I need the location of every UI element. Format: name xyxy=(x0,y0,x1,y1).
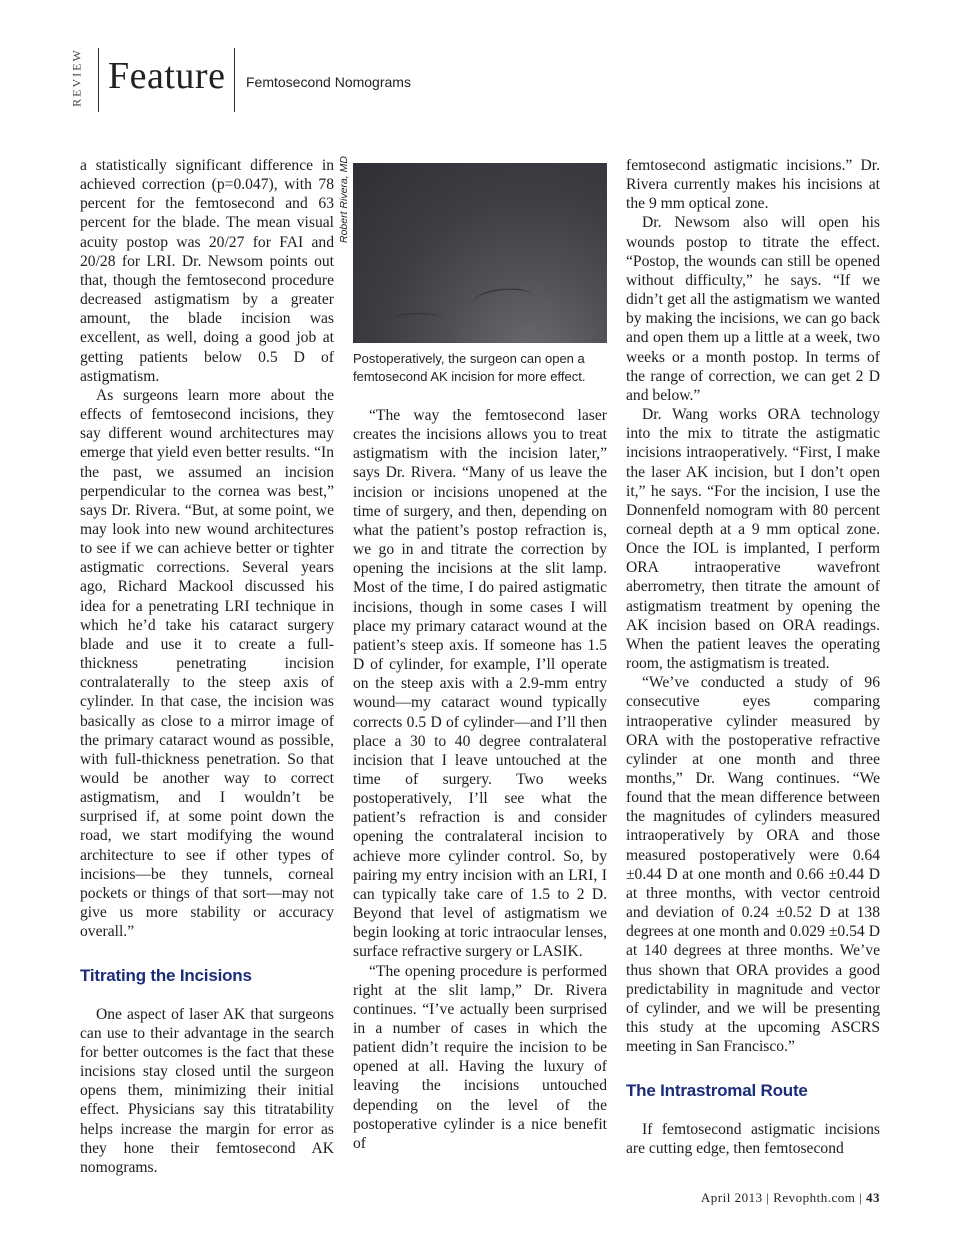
photo-detail xyxy=(393,313,443,326)
paragraph: If femtosecond astigmatic incisions are cutting edge, then femtosecond xyxy=(626,1120,880,1157)
paragraph: a statistically significant difference in achieved correction (p=0.047), with 78 percent for the femtosecond and 63 percent for the blade. The mean visual acuity postop was 20/27 for FAI and 20/28 for LRI. Dr. Newsom points out that, though the femtosecond procedure decreased astigmatism by a greater amount, the blade incision was excellent, as well, doing a good job at getting patients below 0.5 D of astigmatism. xyxy=(80,157,334,385)
eye-photo xyxy=(353,163,607,343)
subheading: Titrating the Incisions xyxy=(80,966,252,986)
paragraph: “The opening procedure is performed right at the slit lamp,” Dr. Rivera continues. “I’ve actually been surprised in a number of cases in which the patient didn’t require the incision to be opened at all. Having the luxury of leaving the incisions untouched depending on the level of the postoperative cylinder is a nice benefit of xyxy=(353,962,607,1152)
website: Revophth.com xyxy=(773,1190,856,1205)
footer-divider: | xyxy=(766,1190,774,1205)
photo-credit: Robert Rivera, MD xyxy=(338,156,350,243)
column-3 xyxy=(626,156,880,1158)
page-number: 43 xyxy=(866,1190,880,1205)
paragraph: “We’ve conducted a study of 96 consecutive eyes comparing intraoperative cylinder measured by ORA with the postoperative refractive cylinder at one month and three months,” Dr. Wang continues. “We found that the mean difference between the magnitudes of cylinders measured intraoperatively by ORA and those measured postoperatively were 0.64 ±0.44 D at one month and 0.66 ±0.44 D at three months, with vector centroid and deviation of 0.24 ±0.52 D at 138 degrees at one month and 0.029 ±0.54 D at 140 degrees at three months. We’ve thus shown that ORA provides a good predictability in magnitude and vector of cylinder, and we will be presenting this study at the upcoming ASCRS meeting in San Francisco.” xyxy=(626,674,880,1056)
paragraph: As surgeons learn more about the effects of femtosecond incisions, they say different wound architectures may emerge that yield even better results. “In the past, we assumed an incision perpendicular to the cornea was best,” says Dr. Rivera. “But, at some point, we may look into new wound architectures to see if we can achieve better or tighter astigmatic corrections. Several years ago, Richard Mackool discussed his idea for a penetrating LRI technique in which he’d take his cataract surgery blade and use it to create a full-thickness penetrating incision contralaterally to the steep axis of cylinder. In that case, the incision was basically as close to a mirror image of the primary cataract wound as possible, with full-thickness penetration. So that would be another way to correct astigmatism, and I wouldn’t be surprised if, at some point down the road, we start modifying the wound architecture to see if other types of incisions—be they tunnels, corneal pockets or things of that sort—may not give us more stability or accuracy overall.” xyxy=(80,386,334,941)
subheading: The Intrastromal Route xyxy=(626,1081,808,1101)
photo-caption: Postoperatively, the surgeon can open a femtosecond AK incision for more effect. xyxy=(353,351,586,384)
topic-label: Femtosecond Nomograms xyxy=(246,74,411,90)
section-label: Feature xyxy=(108,55,226,97)
issue-date: April 2013 xyxy=(700,1190,763,1205)
paragraph: One aspect of laser AK that surgeons can use to their advantage in the search for better outcomes is the fact that these incisions stay closed until the surgeon opens them, minimizing their initial effect. Physicians say this titratability helps increase the margin for error as they hone their femtosecond AK nomograms. xyxy=(80,1005,334,1176)
column-2 xyxy=(353,406,607,1153)
paragraph: femtosecond astigmatic incisions.” Dr. Rivera currently makes his incisions at the 9 mm optical zone. xyxy=(626,157,880,213)
masthead-divider xyxy=(98,48,99,112)
page-footer xyxy=(701,1190,880,1206)
footer-divider: | xyxy=(859,1190,866,1205)
photo-detail xyxy=(472,286,534,313)
masthead xyxy=(69,46,478,116)
paragraph: “The way the femtosecond laser creates the incisions allows you to treat astigmatism with the incision later,” says Dr. Rivera. “Many of us leave the incision or incisions unopened at the time of surgery, and then, depending on what the patient’s postop refraction is, we go in and titrate the correction by opening the incisions at the slit lamp. Most of the time, I do paired astigmatic incisions, though in some cases I will place my primary cataract wound at the patient’s steep axis. If someone has 1.5 D of cylinder, for example, I’ll operate on the steep axis with a 2.9-mm entry wound—my cataract wound typically corrects 0.5 D of cylinder—and I’ll then place a 30 to 40 degree contralateral incision that I leave untouched at the time of surgery. Two weeks postoperatively, I’ll see what the patient’s refraction is and consider opening the contralateral incision to achieve more cylinder control. So, by pairing my entry incision with an LRI, I can typically take care of 1.5 to 2 D. Beyond that level of astigmatism we begin looking at toric intraocular lenses, surface refractive surgery or LASIK. xyxy=(353,407,607,961)
column-1 xyxy=(80,156,334,1177)
paragraph: Dr. Wang works ORA technology into the mix to titrate the astigmatic incisions intraoperatively. “First, I make the laser AK incision, but I don’t open it,” he says. “For the incision, I use the Donnenfeld nomogram with 80 percent corneal depth at a 9 mm optical zone. Once the IOL is implanted, I perform ORA intraoperative wavefront aberrometry, then titrate the amount of astigmatism treatment by opening the AK incision based on ORA readings. When the patient leaves the operating room, the astigmatism is treated. xyxy=(626,406,880,673)
paragraph: Dr. Newsom also will open his wounds postop to titrate the effect. “Postop, the wounds can still be opened without difficulty,” he says. “If we didn’t get all the astigmatism we wanted by making the incisions, we can go back and open them up a little at a week, two weeks or a month postop. In terms of the range of correction, we can get 2 D and below.” xyxy=(626,214,880,404)
review-label: REVIEW xyxy=(69,48,84,107)
masthead-divider xyxy=(234,48,235,112)
